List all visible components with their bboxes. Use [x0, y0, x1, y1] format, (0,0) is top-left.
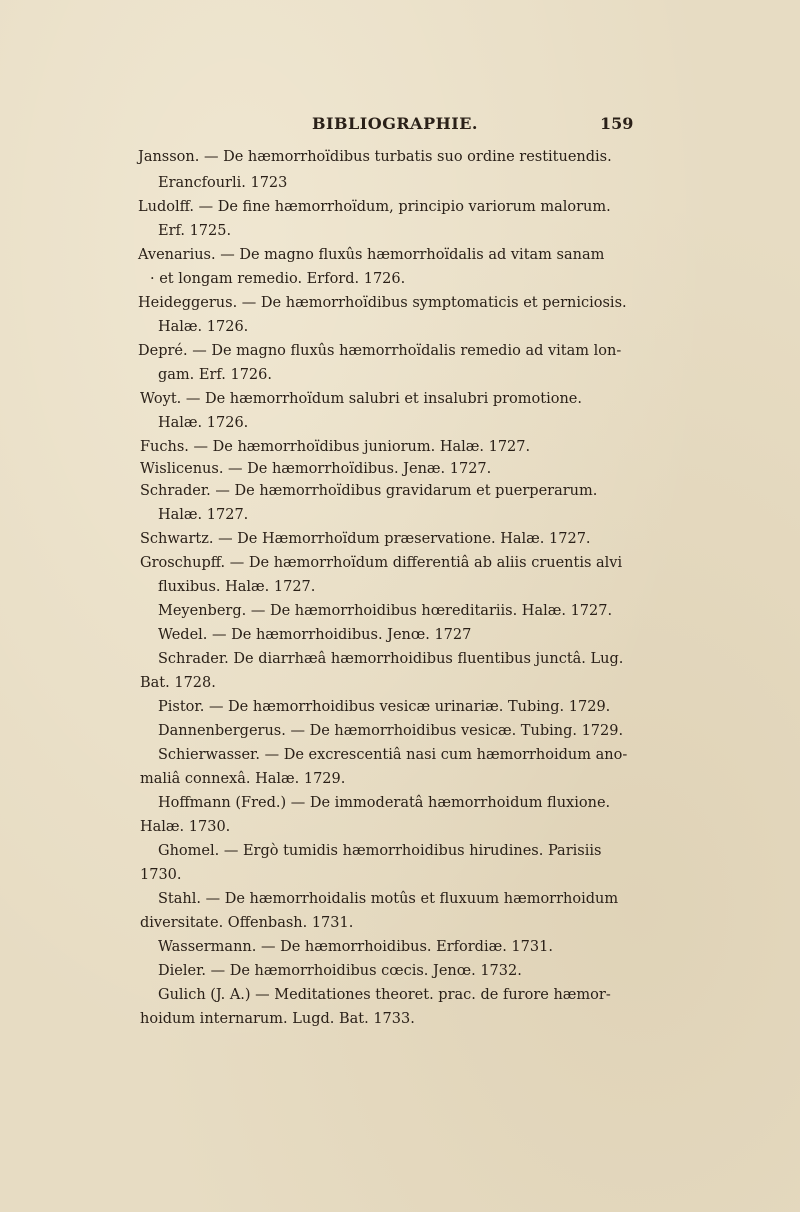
bibliography-line: gam. Erf. 1726. — [158, 367, 272, 383]
bibliography-line: 1730. — [140, 867, 182, 883]
bibliography-line: Ludolff. — De fine hæmorrhoïdum, principio variorum malorum. — [138, 199, 611, 215]
page-number: 159 — [600, 114, 634, 133]
bibliography-line: Wedel. — De hæmorrhoidibus. Jenœ. 1727 — [158, 627, 472, 643]
bibliography-line: Dannenbergerus. — De hæmorrhoidibus vesicæ. Tubing. 1729. — [158, 723, 624, 739]
bibliography-line: hoidum internarum. Lugd. Bat. 1733. — [140, 1011, 415, 1027]
bibliography-line: diversitate. Offenbash. 1731. — [140, 915, 354, 931]
bibliography-line: Schrader. — De hæmorrhoïdibus gravidarum et puerperarum. — [140, 483, 598, 499]
bibliography-line: Woyt. — De hæmorrhoïdum salubri et insalubri promotione. — [140, 391, 582, 407]
bibliography-line: Erf. 1725. — [158, 223, 232, 239]
bibliography-line: Wislicenus. — De hæmorrhoïdibus. Jenæ. 1727. — [140, 461, 492, 477]
bibliography-line: Schierwasser. — De excrescentiâ nasi cum hæmorrhoidum ano- — [158, 747, 628, 763]
bibliography-line: Halæ. 1726. — [158, 319, 249, 335]
bibliography-line: Halæ. 1730. — [140, 819, 231, 835]
bibliography-line: Meyenberg. — De hæmorrhoidibus hœreditariis. Halæ. 1727. — [158, 603, 613, 619]
bibliography-line: · et longam remedio. Erford. 1726. — [150, 271, 406, 287]
bibliography-line: Schrader. De diarrhæâ hæmorrhoidibus fluentibus junctâ. Lug. — [158, 651, 624, 667]
bibliography-line: Groschupff. — De hæmorrhoïdum differentiâ ab aliis cruentis alvi — [140, 555, 623, 571]
bibliography-line: Ghomel. — Ergò tumidis hæmorrhoidibus hirudines. Parisiis — [158, 843, 602, 859]
bibliography-line: Gulich (J. A.) — Meditationes theoret. prac. de furore hæmor- — [158, 987, 611, 1003]
bibliography-line: Pistor. — De hæmorrhoidibus vesicæ urinariæ. Tubing. 1729. — [158, 699, 611, 715]
bibliography-line: fluxibus. Halæ. 1727. — [158, 579, 316, 595]
page-header-title: BIBLIOGRAPHIE. — [312, 114, 478, 133]
bibliography-line: Halæ. 1726. — [158, 415, 249, 431]
bibliography-line: Halæ. 1727. — [158, 507, 249, 523]
bibliography-line: Jansson. — De hæmorrhoïdibus turbatis suo ordine restituendis. — [138, 149, 612, 165]
bibliography-line: Fuchs. — De hæmorrhoïdibus juniorum. Halæ. 1727. — [140, 439, 531, 455]
bibliography-line: Schwartz. — De Hæmorrhoïdum præservatione. Halæ. 1727. — [140, 531, 591, 547]
bibliography-line: maliâ connexâ. Halæ. 1729. — [140, 771, 346, 787]
bibliography-line: Hoffmann (Fred.) — De immoderatâ hæmorrhoidum fluxione. — [158, 795, 611, 811]
bibliography-line: Avenarius. — De magno fluxûs hæmorrhoïdalis ad vitam sanam — [138, 247, 605, 263]
bibliography-line: Erancfourli. 1723 — [158, 175, 288, 191]
bibliography-line: Bat. 1728. — [140, 675, 216, 691]
bibliography-line: Heideggerus. — De hæmorrhoïdibus symptomaticis et perniciosis. — [138, 295, 627, 311]
bibliography-line: Dieler. — De hæmorrhoidibus cœcis. Jenœ. 1732. — [158, 963, 522, 979]
bibliography-line: Wassermann. — De hæmorrhoidibus. Erfordiæ. 1731. — [158, 939, 553, 955]
bibliography-line: Depré. — De magno fluxûs hæmorrhoïdalis remedio ad vitam lon- — [138, 343, 622, 359]
bibliography-line: Stahl. — De hæmorrhoidalis motûs et fluxuum hæmorrhoidum — [158, 891, 619, 907]
